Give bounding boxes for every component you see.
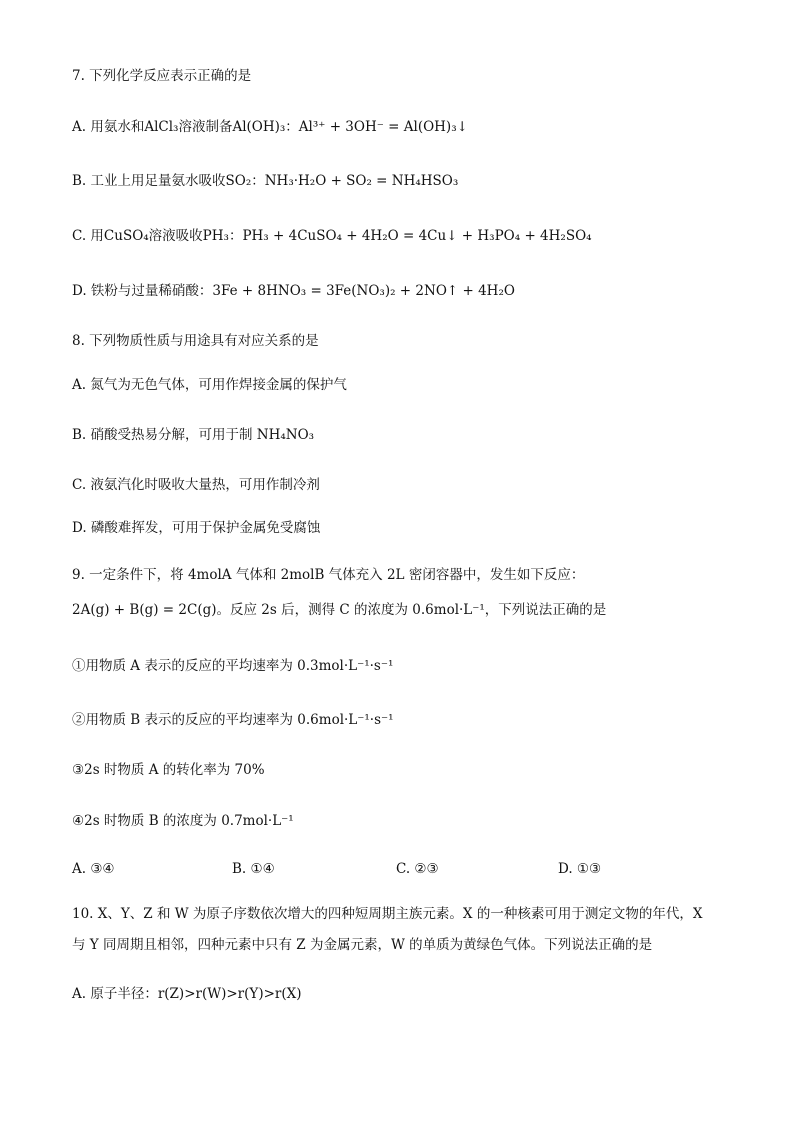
q9-statement-2: ②用物质 B 表示的反应的平均速率为 0.6mol·L⁻¹·s⁻¹: [72, 712, 394, 728]
q9-statement-3: ③2s 时物质 A 的转化率为 70%: [72, 762, 265, 778]
q9-statement-4: ④2s 时物质 B 的浓度为 0.7mol·L⁻¹: [72, 813, 294, 829]
q9-stem-line2: 2A(g) + B(g) = 2C(g)。反应 2s 后，测得 C 的浓度为 0.6mol·L⁻¹，下列说法正确的是: [72, 602, 607, 618]
q8-option-d: D. 磷酸难挥发，可用于保护金属免受腐蚀: [72, 520, 321, 536]
q10-stem-line1: 10. X、Y、Z 和 W 为原子序数依次增大的四种短周期主族元素。X 的一种核素可用于测定文物的年代，X: [72, 906, 703, 922]
q8-option-b: B. 硝酸受热易分解，可用于制 NH₄NO₃: [72, 427, 315, 443]
q10-stem-line2: 与 Y 同周期且相邻，四种元素中只有 Z 为金属元素，W 的单质为黄绿色气体。下列说法正确的是: [72, 937, 653, 953]
q9-option-a: A. ③④: [72, 861, 115, 877]
q8-option-a: A. 氮气为无色气体，可用作焊接金属的保护气: [72, 377, 347, 393]
q7-option-b: B. 工业上用足量氨水吸收SO₂：NH₃·H₂O + SO₂ = NH₄HSO₃: [72, 173, 459, 189]
q8-option-c: C. 液氨汽化时吸收大量热，可用作制冷剂: [72, 477, 320, 493]
q7-option-d: D. 铁粉与过量稀硝酸：3Fe + 8HNO₃ = 3Fe(NO₃)₂ + 2NO↑ + 4H₂O: [72, 283, 515, 299]
q7-option-a: A. 用氨水和AlCl₃溶液制备Al(OH)₃：Al³⁺ + 3OH⁻ = Al(OH)₃↓: [72, 119, 468, 135]
q9-option-b: B. ①④: [232, 861, 275, 877]
q10-option-a: A. 原子半径：r(Z)>r(W)>r(Y)>r(X): [72, 986, 302, 1002]
q9-option-d: D. ①③: [558, 861, 602, 877]
q9-stem-line1: 9. 一定条件下，将 4molA 气体和 2molB 气体充入 2L 密闭容器中，发生如下反应：: [72, 567, 585, 583]
q9-option-c: C. ②③: [396, 861, 439, 877]
q9-statement-1: ①用物质 A 表示的反应的平均速率为 0.3mol·L⁻¹·s⁻¹: [72, 658, 394, 674]
q7-stem: 7. 下列化学反应表示正确的是: [72, 68, 252, 84]
q8-stem: 8. 下列物质性质与用途具有对应关系的是: [72, 333, 319, 349]
q7-option-c: C. 用CuSO₄溶液吸收PH₃：PH₃ + 4CuSO₄ + 4H₂O = 4Cu↓ + H₃PO₄ + 4H₂SO₄: [72, 228, 592, 244]
